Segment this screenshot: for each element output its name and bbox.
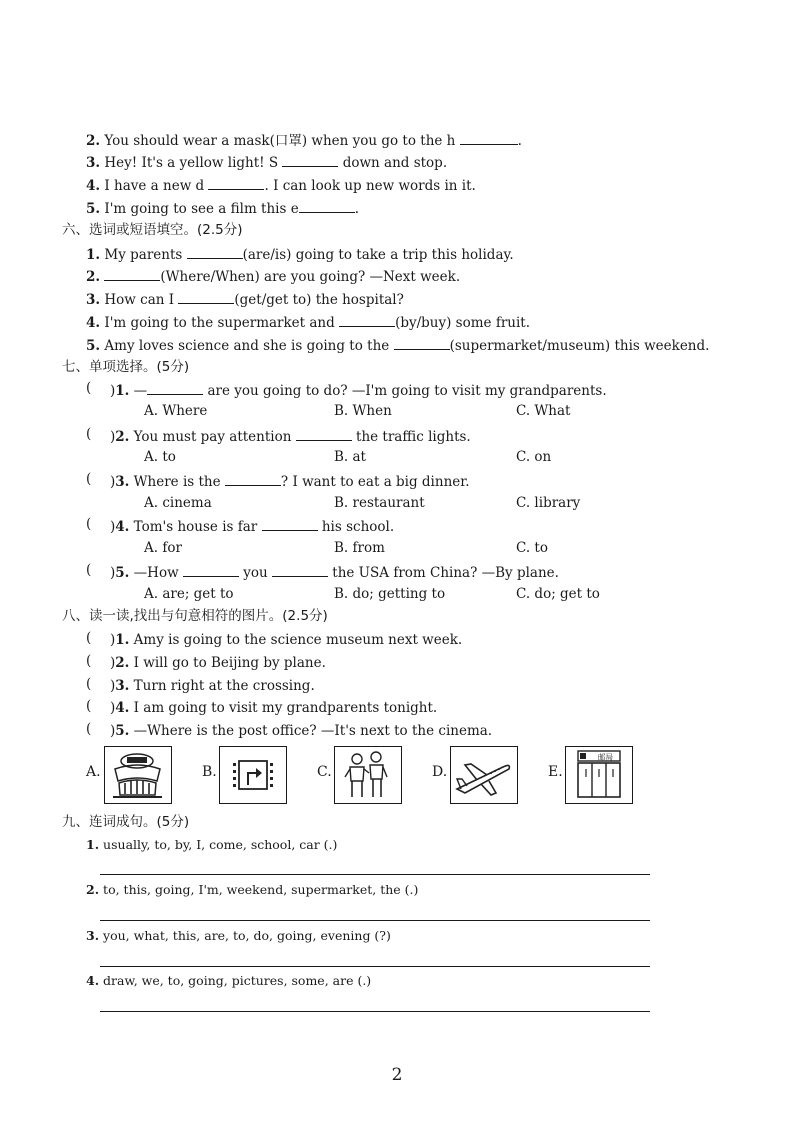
option-b[interactable]: B. When: [334, 403, 392, 419]
answer-line[interactable]: [100, 920, 650, 921]
option-a[interactable]: A. for: [144, 540, 182, 556]
answer-paren-open: (: [86, 630, 92, 646]
p8-q4: )4. I am going to visit my grandparents tonight.: [86, 698, 437, 717]
option-b[interactable]: B. restaurant: [334, 495, 425, 511]
answer-paren-close: ): [110, 678, 116, 694]
p9-q1: 1. usually, to, by, I, come, school, car (.): [86, 837, 338, 852]
p6-q5: 5. Amy loves science and she is going to the (supermarket/museum) this weekend.: [86, 335, 709, 355]
option-c[interactable]: C. on: [516, 449, 552, 465]
answer-paren-close: ): [110, 632, 116, 648]
fill-blank[interactable]: [225, 471, 281, 486]
part9-heading: 九、连词成句。(5分): [62, 814, 190, 830]
fill-blank[interactable]: [394, 335, 450, 350]
p9-q4: 4. draw, we, to, going, pictures, some, are (.): [86, 973, 372, 988]
answer-line[interactable]: [100, 1011, 650, 1012]
answer-paren-close: ): [110, 700, 116, 716]
fill-blank[interactable]: [104, 266, 160, 281]
fill-blank[interactable]: [208, 175, 264, 190]
p6-q2: 2. (Where/When) are you going? —Next week.: [86, 266, 460, 286]
p8-q2: )2. I will go to Beijing by plane.: [86, 653, 326, 672]
answer-paren-open: (: [86, 562, 92, 578]
fill-blank[interactable]: [339, 312, 395, 327]
turn-right-sign-icon[interactable]: [219, 746, 287, 804]
answer-slot[interactable]: [86, 563, 110, 577]
answer-paren-open: (: [86, 653, 92, 669]
post-office-sign: 邮局: [598, 752, 613, 762]
airplane-icon[interactable]: [450, 746, 518, 804]
option-a[interactable]: A. Where: [144, 403, 208, 419]
answer-slot[interactable]: [86, 653, 110, 667]
p7-q5: )5. —How you the USA from China? —By plane.: [86, 562, 559, 582]
part6-heading: 六、选词或短语填空。(2.5分): [62, 222, 243, 238]
answer-slot[interactable]: [86, 472, 110, 486]
fill-blank[interactable]: [262, 516, 318, 531]
option-a[interactable]: A. cinema: [144, 495, 212, 511]
answer-line[interactable]: [100, 966, 650, 967]
p8-q1: )1. Amy is going to the science museum next week.: [86, 630, 462, 649]
p9-q2: 2. to, this, going, I'm, weekend, supermarket, the (.): [86, 882, 419, 897]
fill-blank[interactable]: [272, 562, 328, 577]
answer-paren-open: (: [86, 471, 92, 487]
p7-q3: )3. Where is the ? I want to eat a big dinner.: [86, 471, 470, 491]
fill-blank[interactable]: [183, 562, 239, 577]
answer-slot[interactable]: [86, 427, 110, 441]
p5-q4: 4. I have a new d . I can look up new words in it.: [86, 175, 476, 195]
answer-paren-close: ): [110, 723, 116, 739]
picture-label-c: C.: [317, 764, 332, 780]
p5-q2: 2. You should wear a mask(口罩) when you go to the h .: [86, 130, 522, 150]
answer-slot[interactable]: [86, 698, 110, 712]
answer-slot[interactable]: [86, 676, 110, 690]
post-office-icon[interactable]: [565, 746, 633, 804]
answer-slot[interactable]: [86, 630, 110, 644]
option-b[interactable]: B. at: [334, 449, 366, 465]
answer-paren-open: (: [86, 721, 92, 737]
answer-line[interactable]: [100, 874, 650, 875]
answer-paren-open: (: [86, 676, 92, 692]
fill-blank[interactable]: [299, 198, 355, 213]
p5-q3: 3. Hey! It's a yellow light! S down and stop.: [86, 152, 447, 172]
fill-blank[interactable]: [282, 152, 338, 167]
fill-blank[interactable]: [178, 289, 234, 304]
fill-blank[interactable]: [147, 380, 203, 395]
answer-paren-close: ): [110, 429, 116, 445]
picture-label-d: D.: [432, 764, 448, 780]
p6-q3: 3. How can I (get/get to) the hospital?: [86, 289, 404, 309]
answer-slot[interactable]: [86, 517, 110, 531]
grandparents-icon[interactable]: [334, 746, 402, 804]
answer-slot[interactable]: [86, 381, 110, 395]
option-a[interactable]: A. are; get to: [144, 586, 234, 602]
picture-label-e: E.: [548, 764, 563, 780]
answer-paren-close: ): [110, 519, 116, 535]
answer-paren-open: (: [86, 380, 92, 396]
p7-q4: )4. Tom's house is far his school.: [86, 516, 394, 536]
p5-q5: 5. I'm going to see a film this e .: [86, 198, 359, 218]
fill-blank[interactable]: [460, 130, 518, 145]
answer-paren-open: (: [86, 516, 92, 532]
answer-paren-close: ): [110, 383, 116, 399]
p6-q1: 1. My parents (are/is) going to take a trip this holiday.: [86, 244, 514, 264]
p8-q5: )5. —Where is the post office? —It's next to the cinema.: [86, 721, 492, 740]
option-c[interactable]: C. to: [516, 540, 548, 556]
page-number: 2: [391, 1065, 403, 1085]
p9-q3: 3. you, what, this, are, to, do, going, evening (?): [86, 928, 391, 943]
answer-paren-close: ): [110, 474, 116, 490]
p7-q1: )1. — are you going to do? —I'm going to visit my grandparents.: [86, 380, 607, 400]
option-c[interactable]: C. do; get to: [516, 586, 600, 602]
option-b[interactable]: B. do; getting to: [334, 586, 446, 602]
picture-label-a: A.: [86, 764, 101, 780]
answer-paren-close: ): [110, 565, 116, 581]
p7-q2: )2. You must pay attention the traffic lights.: [86, 426, 471, 446]
option-c[interactable]: C. What: [516, 403, 571, 419]
answer-slot[interactable]: [86, 721, 110, 735]
part7-heading: 七、单项选择。(5分): [62, 359, 190, 375]
part8-heading: 八、读一读,找出与句意相符的图片。(2.5分): [62, 608, 328, 624]
answer-paren-open: (: [86, 426, 92, 442]
picture-label-b: B.: [202, 764, 217, 780]
museum-icon[interactable]: [104, 746, 172, 804]
fill-blank[interactable]: [187, 244, 243, 259]
option-c[interactable]: C. library: [516, 495, 581, 511]
answer-paren-open: (: [86, 698, 92, 714]
option-b[interactable]: B. from: [334, 540, 385, 556]
option-a[interactable]: A. to: [144, 449, 176, 465]
answer-paren-close: ): [110, 655, 116, 671]
p6-q4: 4. I'm going to the supermarket and (by/buy) some fruit.: [86, 312, 530, 332]
p8-q3: )3. Turn right at the crossing.: [86, 676, 315, 695]
fill-blank[interactable]: [296, 426, 352, 441]
